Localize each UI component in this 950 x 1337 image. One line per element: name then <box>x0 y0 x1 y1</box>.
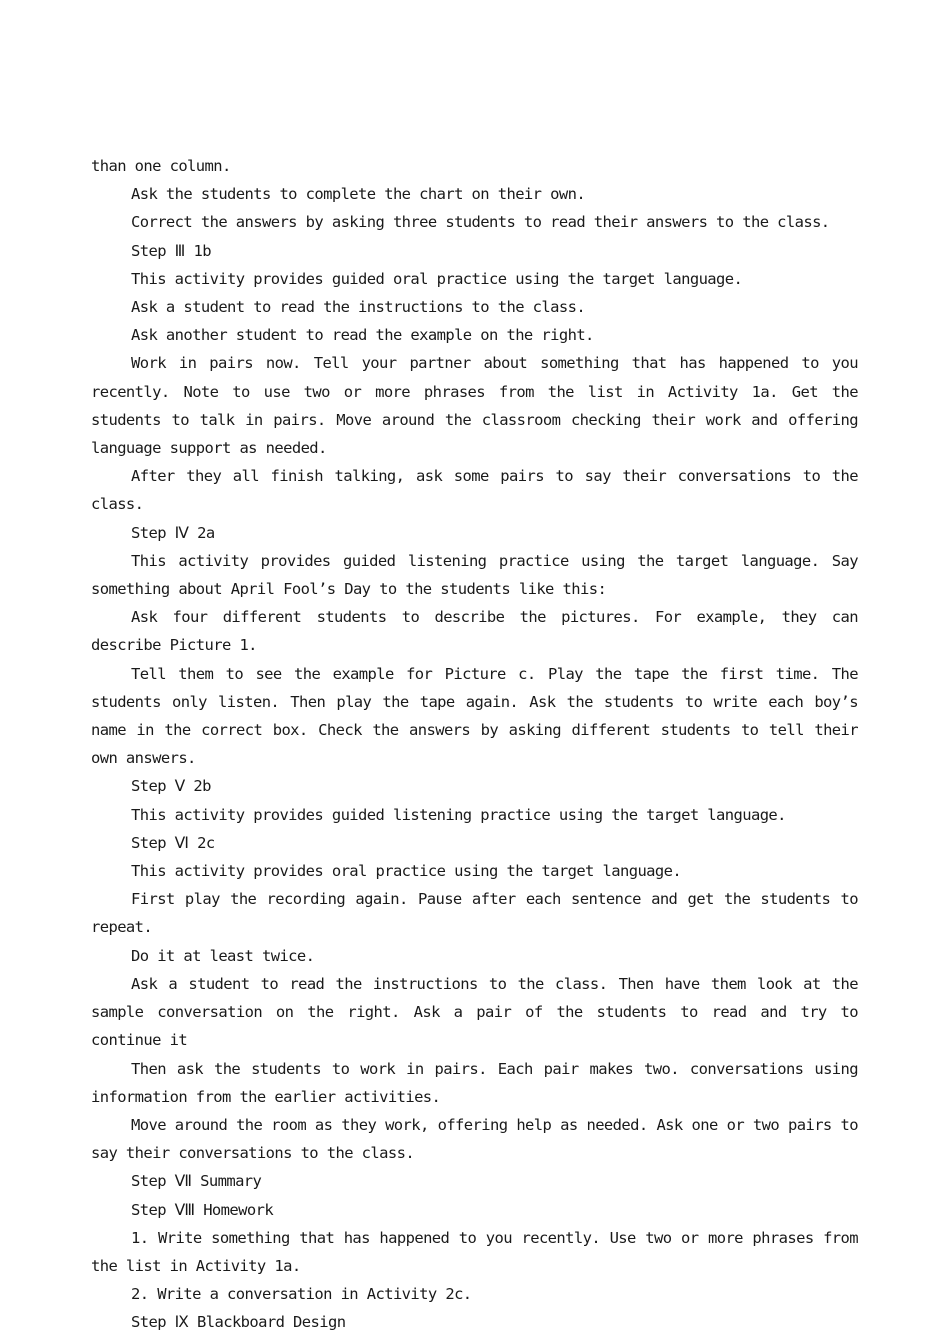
paragraph: Ask the students to complete the chart on their own. <box>131 185 586 204</box>
step-heading: Step Ⅷ Homework <box>131 1200 274 1219</box>
paragraph: This activity provides guided listening practice using the target language. Say something about April Fool’s Day to the students like this: <box>91 551 858 599</box>
paragraph: Work in pairs now. Tell your partner about something that has happened to you recently. Note to use two or more phrases from the list in Activity 1a. Get the students to talk in pairs. Move around the classroom checking their work and offering language support as needed. <box>91 354 858 458</box>
paragraph: This activity provides guided listening practice using the target language. <box>131 805 786 824</box>
paragraph: This activity provides oral practice using the target language. <box>131 862 682 881</box>
paragraph: Ask a student to read the instructions to the class. Then have them look at the sample conversation on the right. Ask a pair of the students to read and try to continue it <box>91 974 858 1050</box>
paragraph: Tell them to see the example for Picture c. Play the tape the first time. The students only listen. Then play the tape again. Ask the students to write each boy’s name in the correct box. Check the answers by asking different students to tell their own answers. <box>91 664 858 768</box>
paragraph: Ask a student to read the instructions to the class. <box>131 298 586 317</box>
paragraph: Then ask the students to work in pairs. Each pair makes two. conversations using information from the earlier activities. <box>91 1059 858 1106</box>
homework-item: 1. Write something that has happened to you recently. Use two or more phrases from the list in Activity 1a. <box>91 1228 858 1275</box>
step-heading: Step Ⅵ 2c <box>131 833 215 852</box>
step-heading: Step Ⅸ Blackboard Design <box>131 1313 346 1332</box>
paragraph: Do it at least twice. <box>131 946 315 965</box>
step-heading: Step Ⅳ 2a <box>131 523 215 542</box>
paragraph: Correct the answers by asking three students to read their answers to the class. <box>131 213 830 232</box>
step-heading: Step Ⅶ Summary <box>131 1172 262 1191</box>
paragraph: This activity provides guided oral practice using the target language. <box>131 269 743 288</box>
document-body <box>91 152 858 1337</box>
paragraph: Ask four different students to describe the pictures. For example, they can describe Picture 1. <box>91 608 858 655</box>
step-heading: Step Ⅲ 1b <box>131 241 211 260</box>
paragraph-continuation: than one column. <box>91 157 231 175</box>
step-heading: Step Ⅴ 2b <box>131 777 211 796</box>
paragraph: First play the recording again. Pause after each sentence and get the students to repeat. <box>91 890 858 937</box>
homework-item: 2. Write a conversation in Activity 2c. <box>131 1285 472 1304</box>
paragraph: Ask another student to read the example on the right. <box>131 326 594 345</box>
paragraph: Move around the room as they work, offering help as needed. Ask one or two pairs to say their conversations to the class. <box>91 1115 858 1163</box>
paragraph: After they all finish talking, ask some pairs to say their conversations to the class. <box>91 467 858 514</box>
